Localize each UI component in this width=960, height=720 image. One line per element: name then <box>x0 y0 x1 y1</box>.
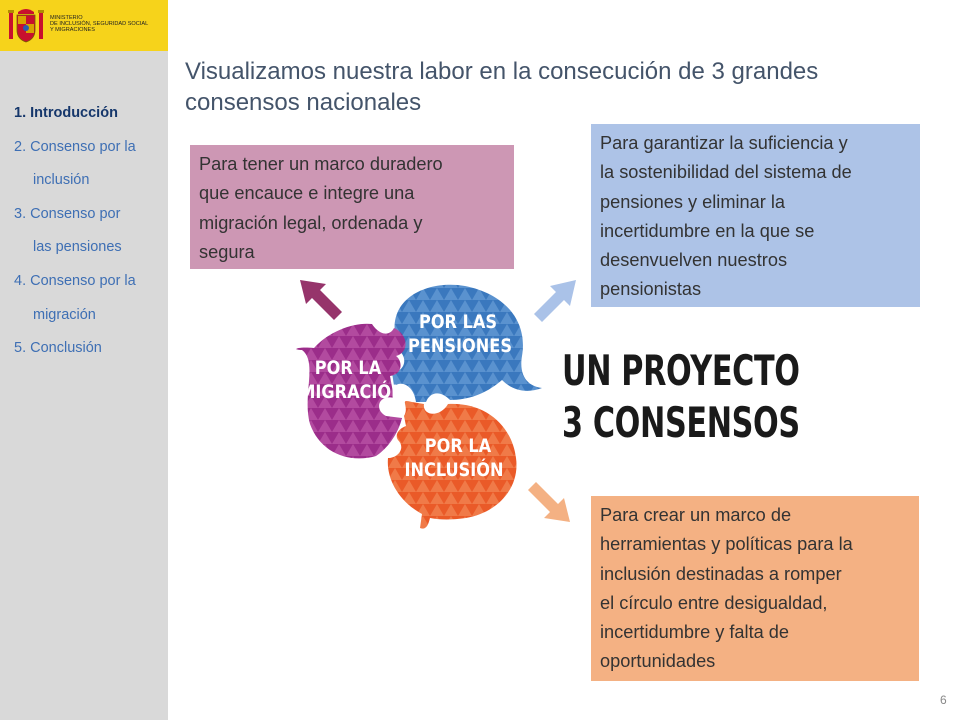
coat-of-arms-icon <box>6 4 46 46</box>
svg-text:POR LA: POR LA <box>424 435 492 458</box>
three-consensus-puzzle <box>290 276 550 532</box>
sidebar-item-consenso-pensiones[interactable]: 3. Consenso por las pensiones <box>14 205 122 256</box>
pensions-goal-box: Para garantizar la suficiencia y la sostenibilidad del sistema de pensiones y eliminar la incertidumbre en la que se desenvuelven nuestros pensionistas <box>591 124 920 307</box>
sidebar-item-introduccion[interactable]: 1. Introducción <box>14 105 118 121</box>
slide-title: Visualizamos nuestra labor en la consecución de 3 grandes consensos nacionales <box>185 58 819 116</box>
svg-text:PENSIONES: PENSIONES <box>408 335 512 358</box>
puzzle-piece-migracion <box>296 324 405 459</box>
page-number: 6 <box>940 693 947 707</box>
puzzle-piece-pensiones <box>392 285 542 402</box>
migration-goal-box: Para tener un marco duradero que encauce e integre una migración legal, ordenada y segura <box>190 145 514 269</box>
ministry-logo-bar <box>0 0 168 51</box>
ministry-name: MINISTERIO DE INCLUSIÓN, SEGURIDAD SOCIAL Y MIGRACIONES <box>50 15 149 33</box>
svg-text:POR LAS: POR LAS <box>418 311 498 334</box>
sidebar-item-consenso-inclusion[interactable]: 2. Consenso por la inclusión <box>14 138 136 189</box>
sidebar <box>0 51 168 720</box>
sidebar-item-consenso-migracion[interactable]: 4. Consenso por la migración <box>14 272 136 323</box>
puzzle-piece-inclusion <box>388 401 517 529</box>
slogan-line-2: 3 CONSENSOS <box>562 398 800 447</box>
svg-text:MIGRACIÓN: MIGRACIÓN <box>299 381 405 404</box>
sidebar-item-conclusion[interactable]: 5. Conclusión <box>14 340 102 357</box>
inclusion-goal-box: Para crear un marco de herramientas y políticas para la inclusión destinadas a romper el círculo entre desigualdad, incertidumbre y falta de oportunidades <box>591 496 919 681</box>
slogan <box>562 345 800 449</box>
svg-text:INCLUSIÓN: INCLUSIÓN <box>404 459 504 482</box>
sidebar-nav <box>14 97 164 366</box>
svg-text:POR LA: POR LA <box>314 357 382 380</box>
slogan-line-1: UN PROYECTO <box>562 346 800 395</box>
